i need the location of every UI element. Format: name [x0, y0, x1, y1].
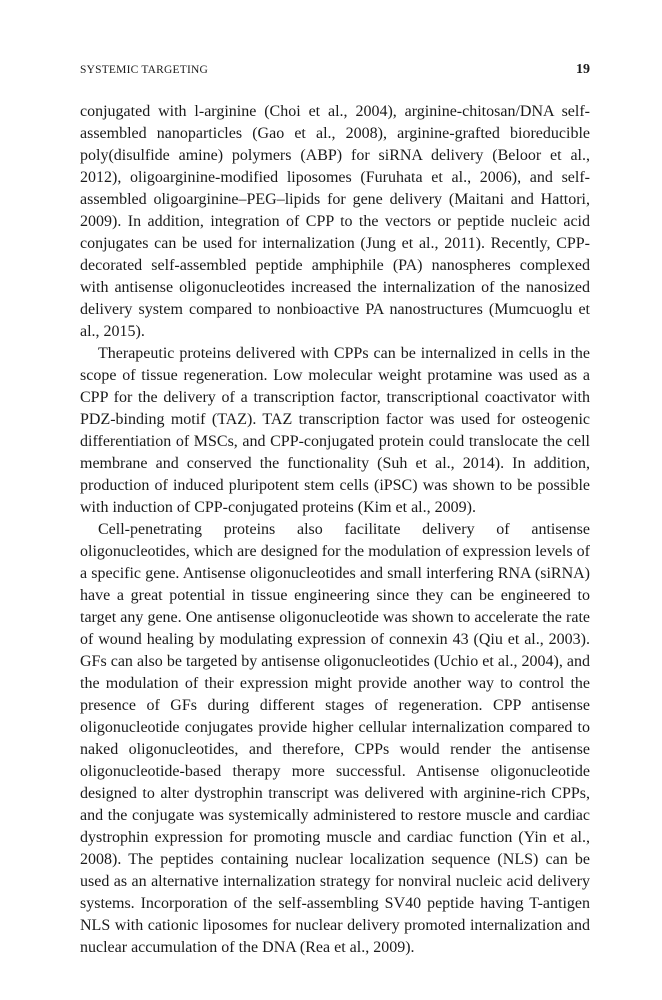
paragraph-antisense-oligonucleotides: Cell-penetrating proteins also facilitate delivery of antisense oligonucleotides, which are designed for the modulation of expression levels of a specific gene. Antisense oligonucleotides and small interfering RNA (siRNA) have a great potential in tissue engineering since they can be engineered to target any gene. One antisense oligonucleotide was shown to accelerate the rate of wound healing by modulating expression of connexin 43 (Qiu et al., 2003). GFs can also be targeted by antisense oligonucleotides (Uchio et al., 2004), and the modulation of their expression might provide another way to control the presence of GFs during different stages of regeneration. CPP antisense oligonucleotide conjugates provide higher cellular internalization compared to naked oligonucleotides, and therefore, CPPs would render the antisense oligonucleotide-based therapy more successful. Antisense oligonucleotide designed to alter dystrophin transcript was delivered with arginine-rich CPPs, and the conjugate was systemically administered to restore muscle and cardiac dystrophin expression for promoting muscle and cardiac function (Yin et al., 2008). The peptides containing nuclear localization sequence (NLS) can be used as an alternative internalization strategy for nonviral nucleic acid delivery systems. Incorporation of the self-assembling SV40 peptide having T-antigen NLS with cationic liposomes for nuclear delivery promoted internalization and nuclear accumulation of the DNA (Rea et al., 2009). [80, 521, 590, 956]
paragraph-therapeutic-proteins: Therapeutic proteins delivered with CPPs can be internalized in cells in the scope of tissue regeneration. Low molecular weight protamine was used as a CPP for the delivery of a transcription factor, transcriptional coactivator with PDZ-binding motif (TAZ). TAZ transcription factor was used for osteogenic differentiation of MSCs, and CPP-conjugated protein could translocate the cell membrane and conserved the functionality (Suh et al., 2014). In addition, production of induced pluripotent stem cells (iPSC) was shown to be possible with induction of CPP-conjugated proteins (Kim et al., 2009). [80, 345, 590, 516]
book-page [80, 0, 590, 1000]
running-title: SYSTEMIC TARGETING [80, 64, 209, 76]
page-number: 19 [576, 62, 590, 77]
running-head [80, 64, 590, 84]
paragraph-continuation: conjugated with l-arginine (Choi et al., 2004), arginine-chitosan/DNA self-assembled nanoparticles (Gao et al., 2008), arginine-grafted bioreducible poly(disulfide amine) polymers (ABP) for siRNA delivery (Beloor et al., 2012), oligoarginine-modified liposomes (Furuhata et al., 2006), and self-assembled oligoarginine–PEG–lipids for gene delivery (Maitani and Hattori, 2009). In addition, integration of CPP to the vectors or peptide nucleic acid conjugates can be used for internalization (Jung et al., 2011). Recently, CPP-decorated self-assembled peptide amphiphile (PA) nanospheres complexed with antisense oligonucleotides increased the internalization of the nanosized delivery system compared to nonbioactive PA nanostructures (Mumcuoglu et al., 2015). [80, 103, 590, 340]
body-text [80, 101, 590, 959]
